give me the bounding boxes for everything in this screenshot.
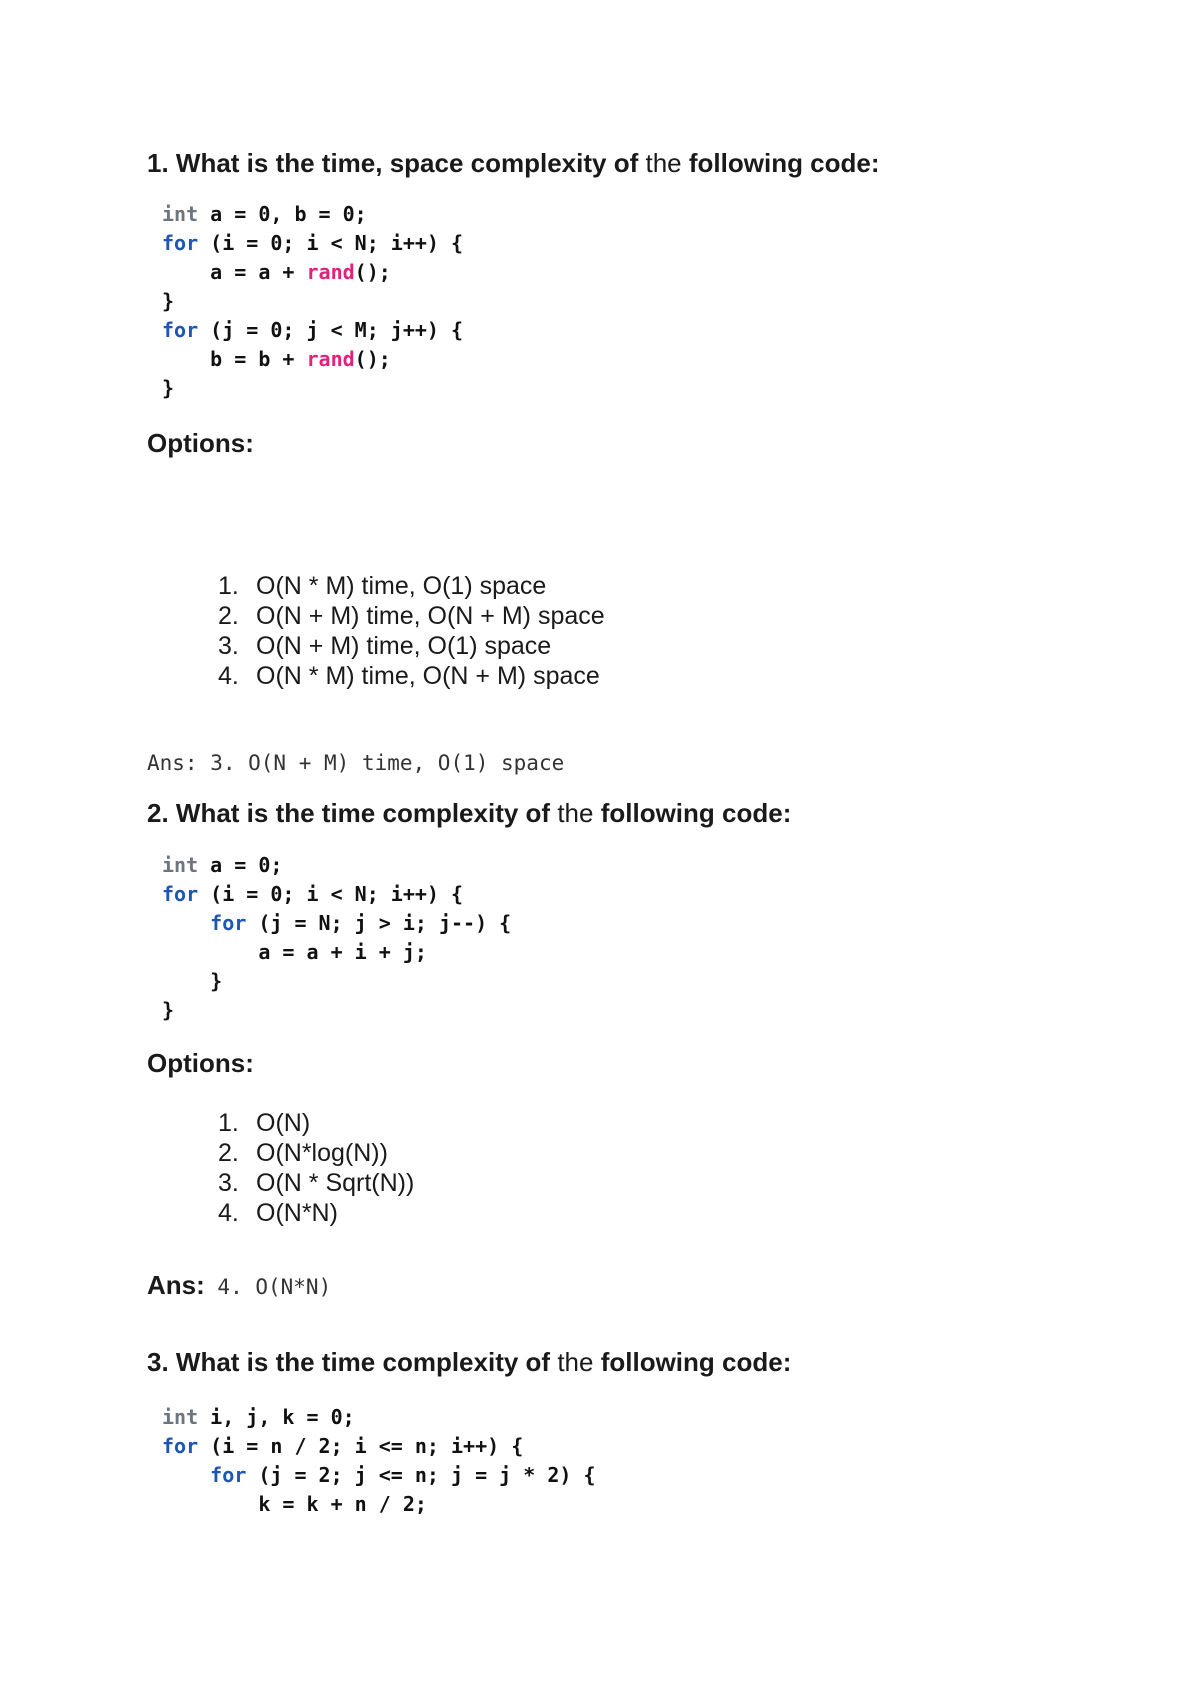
code-text: k = k + n / 2; (162, 1492, 427, 1516)
code-keyword: for (162, 1434, 199, 1458)
option-text: O(N) (256, 1109, 311, 1137)
question-1-answer (147, 751, 564, 775)
code-text: (i = n / 2; i <= n; i++) { (198, 1434, 524, 1458)
option-number: 4. (218, 662, 239, 690)
code-keyword: int (162, 1405, 199, 1429)
code-keyword: int (162, 202, 199, 226)
option-text: O(N * M) time, O(N + M) space (256, 662, 600, 690)
question-2-heading-part-a: 2. What is the time complexity of (147, 798, 551, 828)
option-number: 1. (218, 572, 239, 600)
question-3-heading-part-b: following code: (600, 1347, 792, 1377)
question-3-code-block (162, 1403, 596, 1519)
option-text: O(N + M) time, O(N + M) space (256, 602, 605, 630)
question-2-options-list (218, 1108, 414, 1228)
option-number: 1. (218, 1109, 239, 1137)
code-text: (j = 0; j < M; j++) { (198, 318, 464, 342)
code-text: } (162, 998, 175, 1022)
question-2-heading-the: the (557, 798, 594, 828)
option-number: 4. (218, 1199, 239, 1227)
code-keyword: for (162, 882, 199, 906)
question-2-heading-part-b: following code: (600, 798, 792, 828)
question-2-options-label: Options: (147, 1048, 254, 1078)
question-1-heading (147, 148, 880, 179)
answer-text: 3. O(N + M) time, O(1) space (197, 751, 565, 775)
option-text: O(N + M) time, O(1) space (256, 632, 552, 660)
question-3-heading (147, 1347, 791, 1378)
code-text: (j = 2; j <= n; j = j * 2) { (246, 1463, 596, 1487)
option-item (218, 601, 605, 631)
question-3-heading-the: the (557, 1347, 594, 1377)
question-1-options-label: Options: (147, 428, 254, 458)
code-keyword: for (162, 231, 199, 255)
option-text: O(N * M) time, O(1) space (256, 572, 547, 600)
question-3-heading-part-a: 3. What is the time complexity of (147, 1347, 551, 1377)
option-item (218, 661, 605, 691)
option-item (218, 571, 605, 601)
code-keyword: for (210, 911, 247, 935)
answer-label: Ans: (147, 1270, 205, 1300)
question-1-options-list (218, 571, 605, 691)
question-2-code-block (162, 851, 511, 1025)
code-text: (); (354, 260, 391, 284)
option-item (218, 1168, 414, 1198)
code-text: } (162, 376, 175, 400)
code-text (162, 1463, 210, 1487)
question-1-heading-part-b: following code: (688, 148, 880, 178)
code-text: } (162, 969, 223, 993)
code-text: b = b + (162, 347, 307, 371)
option-item (218, 631, 605, 661)
code-text: a = 0; (198, 853, 283, 877)
answer-text: 4. O(N*N) (204, 1275, 332, 1299)
option-number: 3. (218, 1169, 239, 1197)
answer-label: Ans: (147, 751, 198, 775)
question-1-heading-part-a: 1. What is the time, space complexity of (147, 148, 639, 178)
code-text: i, j, k = 0; (198, 1405, 355, 1429)
code-text: (); (354, 347, 391, 371)
code-keyword: int (162, 853, 199, 877)
question-2-answer (147, 1270, 331, 1301)
option-text: O(N * Sqrt(N)) (256, 1169, 415, 1197)
code-text: a = 0, b = 0; (198, 202, 367, 226)
option-item (218, 1198, 414, 1228)
option-number: 2. (218, 1139, 239, 1167)
code-function: rand (306, 347, 355, 371)
option-text: O(N*log(N)) (256, 1139, 388, 1167)
option-number: 3. (218, 632, 239, 660)
code-keyword: for (162, 318, 199, 342)
option-item (218, 1138, 414, 1168)
code-text: } (162, 289, 175, 313)
option-number: 2. (218, 602, 239, 630)
question-1-heading-the: the (645, 148, 682, 178)
code-text: a = a + (162, 260, 307, 284)
code-text: (i = 0; i < N; i++) { (198, 882, 464, 906)
question-2-heading (147, 798, 791, 829)
code-text (162, 911, 210, 935)
code-text: (j = N; j > i; j--) { (246, 911, 512, 935)
code-text: (i = 0; i < N; i++) { (198, 231, 464, 255)
code-text: a = a + i + j; (162, 940, 427, 964)
code-keyword: for (210, 1463, 247, 1487)
option-item (218, 1108, 414, 1138)
code-function: rand (306, 260, 355, 284)
question-1-code-block (162, 200, 463, 403)
option-text: O(N*N) (256, 1199, 338, 1227)
